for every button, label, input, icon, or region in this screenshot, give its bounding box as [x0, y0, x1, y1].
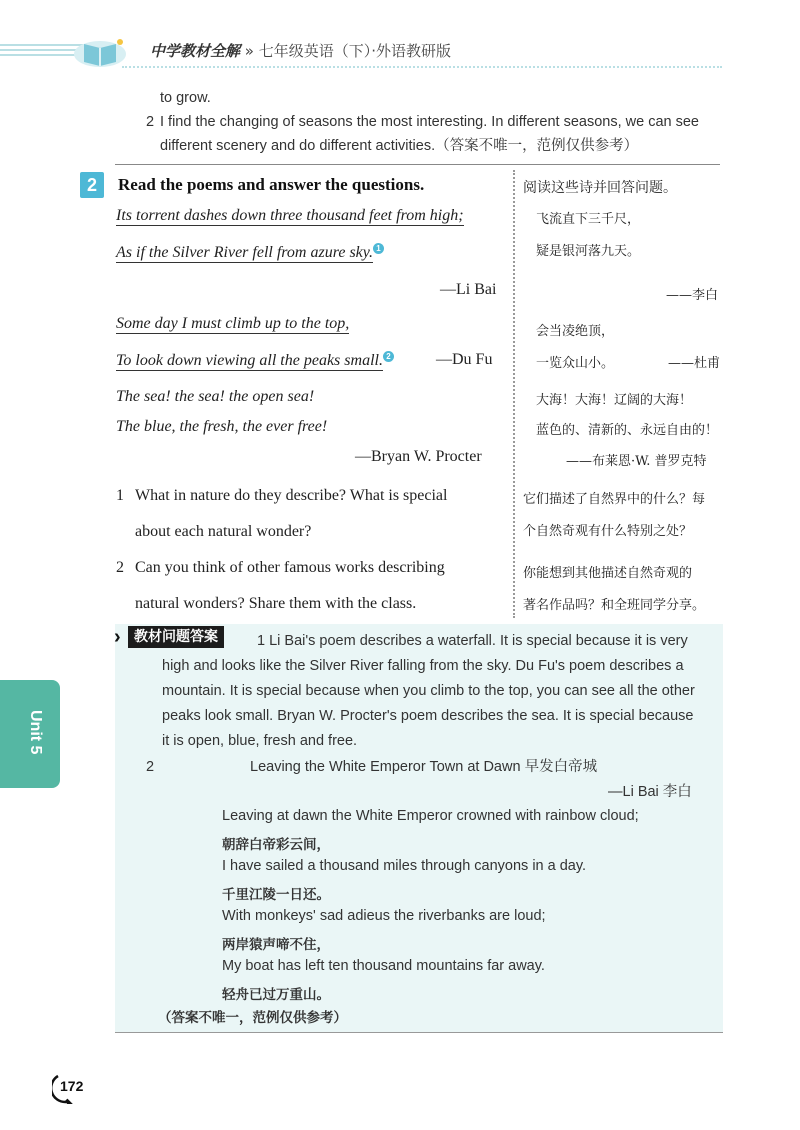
poem-author-cn: ——杜甫: [668, 356, 721, 371]
chevron-right-icon: ›: [114, 626, 121, 648]
prev-answer-line: to grow.: [160, 90, 211, 106]
unit-tab-label: Unit 5: [27, 710, 44, 755]
question-text: about each natural wonder?: [135, 523, 312, 540]
exercise-title-cn: 阅读这些诗并回答问题。: [523, 180, 677, 196]
answer-text: high and looks like the Silver River falling from the sky. Du Fu's poem describes a: [162, 658, 684, 674]
answer-number: 2: [146, 759, 155, 775]
prev-answer-item-number: 2: [146, 114, 155, 130]
question-text: Can you think of other famous works describing: [135, 559, 445, 576]
poem-line: Some day I must climb up to the top,: [116, 315, 350, 332]
answer-text: peaks look small. Bryan W. Procter's poem describes the sea. It is special because: [162, 708, 694, 724]
footnote-marker: 2: [383, 351, 394, 362]
unit-side-tab: [0, 680, 60, 788]
page-number: 172: [60, 1078, 84, 1094]
answer-poem-author: —Li Bai 李白: [608, 784, 692, 800]
poem-line: Its torrent dashes down three thousand feet from high;: [116, 207, 464, 224]
poem-line-cn: 飞流直下三千尺，: [536, 212, 641, 227]
poem-line: To look down viewing all the peaks small. 2: [116, 351, 394, 370]
answer-poem-line-cn: 千里江陵一日还。: [222, 887, 330, 903]
answer-label: 教材问题答案: [128, 626, 224, 648]
poem-author: —Du Fu: [436, 351, 493, 368]
answer-box-bottom-rule: [115, 1032, 723, 1033]
answer-text: 1 Li Bai's poem describes a waterfall. It is special because it is very: [257, 633, 688, 649]
exercise-title: Read the poems and answer the questions.: [118, 175, 425, 194]
column-divider: [513, 170, 515, 618]
poem-line: The blue, the fresh, the ever free!: [116, 418, 328, 435]
answer-poem-line-cn: 朝辞白帝彩云间，: [222, 837, 330, 853]
book-logo-icon: [72, 34, 128, 68]
header-subject: 七年级英语（下）·外语教研版: [258, 42, 452, 60]
answer-text: mountain. It is special because when you climb to the top, you can see all the other: [162, 683, 695, 699]
prev-answer-text: different scenery and do different activities.（答案不唯一，范例仅供参考）: [160, 138, 639, 154]
answer-poem-title: Leaving the White Emperor Town at Dawn 早发白帝城: [250, 759, 598, 775]
poem-line-cn: 蓝色的、清新的、永远自由的！: [536, 423, 719, 438]
footnote-marker: 1: [373, 243, 384, 254]
header-divider: [122, 66, 722, 68]
question-text: natural wonders? Share them with the class.: [135, 595, 417, 612]
answer-poem-line: Leaving at dawn the White Emperor crowned with rainbow cloud;: [222, 808, 639, 824]
question-number: 1: [116, 487, 124, 504]
question-text-cn: 著名作品吗？和全班同学分享。: [523, 598, 706, 613]
question-text-cn: 个自然奇观有什么特别之处？: [523, 524, 693, 539]
poem-line-cn: 疑是银河落九天。: [536, 244, 641, 259]
prev-answer-text: I find the changing of seasons the most interesting. In different seasons, we can see: [160, 114, 699, 130]
poem-author: —Bryan W. Procter: [355, 448, 482, 465]
poem-line-cn: 大海！大海！辽阔的大海！: [536, 393, 693, 408]
question-text-cn: 你能想到其他描述自然奇观的: [523, 566, 693, 581]
answer-poem-line: With monkeys' sad adieus the riverbanks are loud;: [222, 908, 546, 924]
section-divider: [115, 164, 720, 165]
poem-line-cn: 会当凌绝顶，: [536, 324, 615, 339]
question-text: What in nature do they describe? What is special: [135, 487, 448, 504]
header-series: 中学教材全解: [150, 42, 241, 60]
answer-poem-line: I have sailed a thousand miles through canyons in a day.: [222, 858, 587, 874]
header-title: 中学教材全解 » 七年级英语（下）·外语教研版: [150, 42, 452, 60]
answer-poem-line-cn: 两岸猿声啼不住，: [222, 937, 330, 953]
answer-text: it is open, blue, fresh and free.: [162, 733, 358, 749]
poem-line-cn: 一览众山小。: [536, 356, 615, 371]
poem-author-cn: ——李白: [666, 288, 719, 303]
poem-author: —Li Bai: [440, 281, 497, 298]
question-number: 2: [116, 559, 124, 576]
poem-line: The sea! the sea! the open sea!: [116, 388, 315, 405]
answer-poem-line-cn: 轻舟已过万重山。: [222, 987, 330, 1003]
answer-poem-line: My boat has left ten thousand mountains far away.: [222, 958, 545, 974]
poem-author-cn: ——布莱恩·W. 普罗克特: [566, 454, 707, 469]
question-text-cn: 它们描述了自然界中的什么？每: [523, 492, 706, 507]
exercise-number-badge: 2: [80, 172, 104, 198]
answer-note: （答案不唯一，范例仅供参考）: [158, 1010, 347, 1026]
poem-line: As if the Silver River fell from azure sky. 1: [116, 243, 384, 262]
